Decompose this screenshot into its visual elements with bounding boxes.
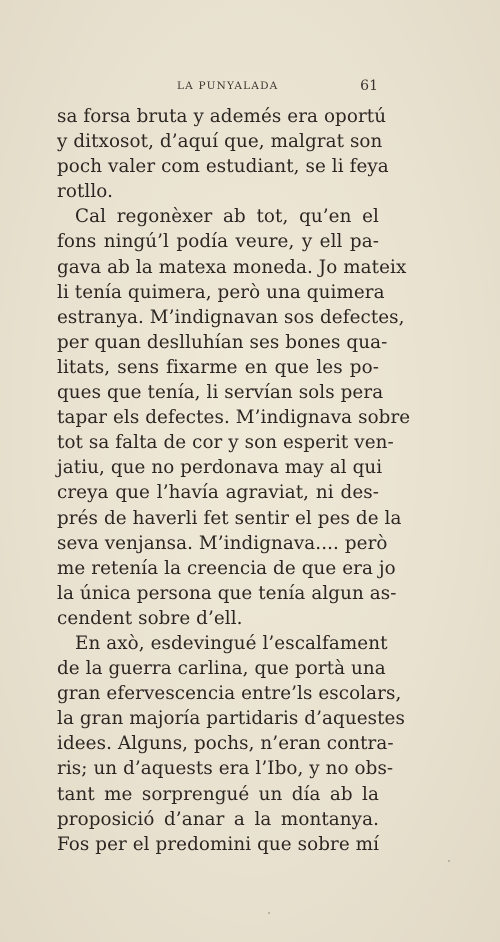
text-line: de la guerra carlina, que portà una bbox=[57, 658, 386, 680]
text-line: y ditxosot, d’aquí que, malgrat son bbox=[57, 131, 383, 153]
text-line: ris; un d’aquests era l’Ibo, y no obs- bbox=[57, 758, 394, 780]
text-line: gran efervescencia entre’ls escolars, bbox=[57, 683, 402, 705]
body-text bbox=[57, 104, 411, 857]
page-number: 61 bbox=[360, 78, 378, 94]
text-line: poch valer com estudiant, se li feya bbox=[57, 156, 389, 178]
text-line: estranya. M’indignavan sos defectes, bbox=[57, 306, 405, 328]
text-line: idees. Alguns, pochs, n’eran contra- bbox=[57, 733, 394, 755]
text-line: seva venjansa. M’indignava.... però bbox=[57, 532, 388, 554]
text-line: prés de haverli fet sentir el pes de la bbox=[57, 507, 402, 529]
paper-speck bbox=[448, 860, 450, 862]
text-line: litats, sens fixarme en que les po- bbox=[57, 356, 379, 378]
text-line: li tenía quimera, però una quimera bbox=[57, 281, 385, 303]
text-line: tot sa falta de cor y son esperit ven- bbox=[57, 432, 394, 454]
text-line: proposició d’anar a la montanya. bbox=[57, 808, 379, 830]
text-line: rotllo. bbox=[57, 181, 113, 203]
text-line: ques que tenía, li servían sols pera bbox=[57, 382, 384, 404]
text-line: la única persona que tenía algun as- bbox=[57, 582, 397, 604]
paragraph-start-line: Cal regonèxer ab tot, qu’en el bbox=[75, 206, 379, 228]
text-line: sa forsa bruta y ademés era oportú bbox=[57, 106, 387, 127]
text-line: tant me sorprengué un día ab la bbox=[57, 783, 379, 805]
text-line: cendent sobre d’ell. bbox=[57, 607, 243, 629]
text-line: tapar els defectes. M’indignava sobre bbox=[57, 407, 411, 429]
paragraph-start-line: En axò, esdevingué l’escalfament bbox=[75, 632, 388, 654]
text-line: gava ab la matexa moneda. Jo mateix bbox=[57, 256, 407, 278]
paper-speck bbox=[268, 912, 270, 914]
text-line: creya que l’havía agraviat, ni des- bbox=[57, 482, 379, 504]
running-head: LA PUNYALADA bbox=[177, 80, 279, 92]
text-line: la gran majoría partidaris d’aquestes bbox=[57, 708, 405, 730]
text-line: Fos per el predomini que sobre mí bbox=[57, 833, 380, 855]
text-line: jatiu, que no perdonava may al qui bbox=[57, 457, 383, 479]
text-line: me retenía la creencia de que era jo bbox=[57, 557, 396, 579]
text-line: fons ningú’l podía veure, y ell pa- bbox=[57, 231, 379, 253]
page-header bbox=[57, 80, 378, 96]
text-line: per quan deslluhían ses bones qua- bbox=[57, 331, 388, 353]
